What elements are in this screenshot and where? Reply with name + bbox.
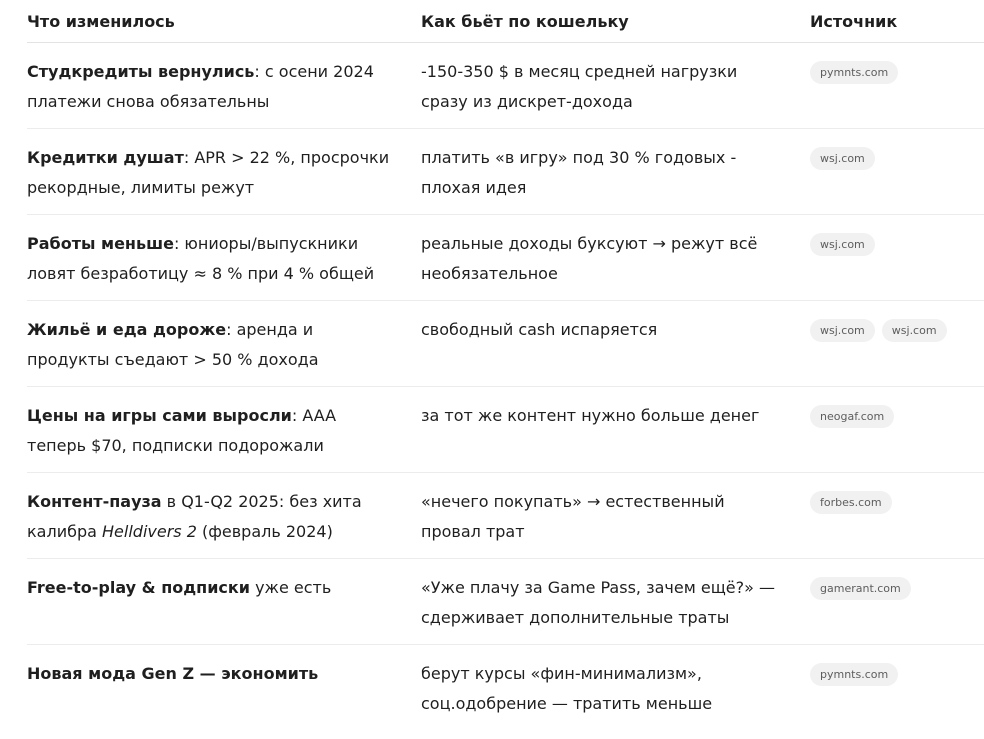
what-changed-cell [27, 229, 397, 289]
what-changed-title: Работы меньше [27, 234, 174, 253]
source-chip[interactable]: wsj.com [810, 233, 875, 256]
comparison-table [27, 0, 984, 735]
column-header-wallet-impact: Как бьёт по кошельку [421, 12, 629, 31]
table-row [27, 645, 984, 735]
source-chip[interactable]: forbes.com [810, 491, 892, 514]
game-title: Helldivers 2 [102, 522, 197, 541]
table-row [27, 43, 984, 129]
source-cell [810, 319, 947, 342]
wallet-impact-cell: за тот же контент нужно больше денег [421, 406, 760, 425]
what-changed-detail: уже есть [249, 578, 332, 597]
what-changed-cell [27, 659, 397, 689]
wallet-impact-cell: «Уже плачу за Game Pass, зачем ещё?» — сдерживает дополнительные траты [421, 578, 775, 627]
wallet-impact-cell: берут курсы «фин-минимализм», соц.одобрение — тратить меньше [421, 664, 713, 713]
column-header-what-changed: Что изменилось [27, 12, 175, 31]
table-row [27, 301, 984, 387]
source-cell [810, 147, 875, 170]
what-changed-title: Студкредиты вернулись [27, 62, 255, 81]
source-chip[interactable]: pymnts.com [810, 663, 898, 686]
what-changed-title: Новая мода Gen Z — экономить [27, 664, 319, 683]
source-cell [810, 491, 892, 514]
what-changed-detail: : APR > 22 %, просрочки рекордные, лимиты режут [27, 148, 390, 197]
source-cell [810, 663, 898, 686]
source-chip[interactable]: wsj.com [810, 147, 875, 170]
table-row [27, 559, 984, 645]
what-changed-detail-tail: (февраль 2024) [196, 522, 333, 541]
what-changed-cell [27, 57, 397, 117]
what-changed-detail: в Q1-Q2 2025: без хита калибра [27, 492, 362, 541]
what-changed-title: Цены на игры сами выросли [27, 406, 292, 425]
source-chip[interactable]: pymnts.com [810, 61, 898, 84]
wallet-impact-cell: -150-350 $ в месяц средней нагрузки сразу из дискрет-дохода [421, 62, 738, 111]
what-changed-title: Кредитки душат [27, 148, 184, 167]
table-row [27, 387, 984, 473]
table-row [27, 473, 984, 559]
source-chip[interactable]: neogaf.com [810, 405, 894, 428]
source-cell [810, 405, 894, 428]
what-changed-title: Жильё и еда дороже [27, 320, 227, 339]
table-header-row [27, 0, 984, 43]
source-cell [810, 233, 875, 256]
what-changed-detail: : юниоры/выпускники ловят безработицу ≈ 8 % при 4 % общей [27, 234, 375, 283]
wallet-impact-cell: платить «в игру» под 30 % годовых - плохая идея [421, 148, 737, 197]
what-changed-cell [27, 143, 397, 203]
what-changed-cell [27, 401, 397, 461]
what-changed-detail: : с осени 2024 платежи снова обязательны [27, 62, 374, 111]
source-chip[interactable]: gamerant.com [810, 577, 911, 600]
wallet-impact-cell: свободный cash испаряется [421, 320, 658, 339]
table-row [27, 215, 984, 301]
source-cell [810, 577, 911, 600]
source-chip[interactable]: wsj.com [882, 319, 947, 342]
what-changed-detail: : AAA теперь $70, подписки подорожали [27, 406, 337, 455]
column-header-source: Источник [810, 12, 898, 31]
what-changed-cell [27, 487, 397, 547]
what-changed-detail: : аренда и продукты съедают > 50 % дохода [27, 320, 319, 369]
what-changed-title: Free-to-play & подписки [27, 578, 250, 597]
wallet-impact-cell: «нечего покупать» → естественный провал трат [421, 492, 725, 541]
what-changed-cell [27, 573, 397, 603]
wallet-impact-cell: реальные доходы буксуют → режут всё необязательное [421, 234, 758, 283]
source-cell [810, 61, 898, 84]
source-chip[interactable]: wsj.com [810, 319, 875, 342]
what-changed-cell [27, 315, 397, 375]
table-row [27, 129, 984, 215]
what-changed-title: Контент-пауза [27, 492, 162, 511]
